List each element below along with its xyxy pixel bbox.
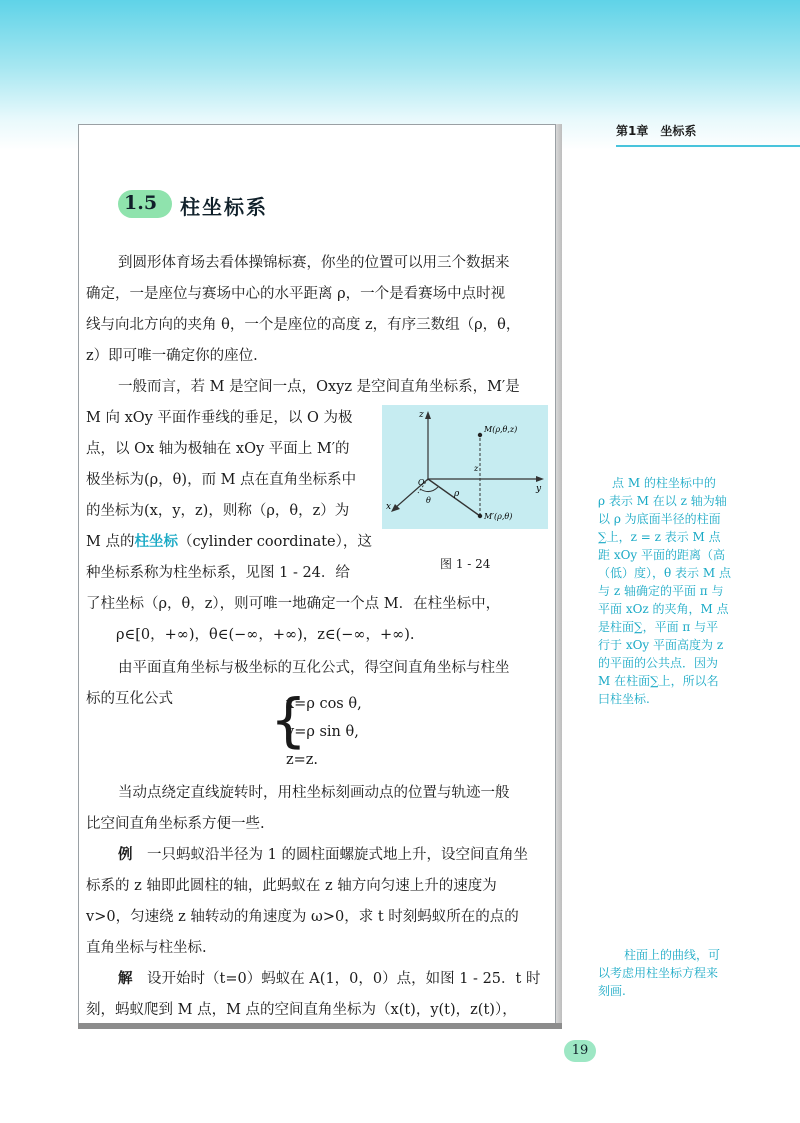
solution-line1 bbox=[118, 969, 540, 989]
formula-brace: { bbox=[270, 686, 307, 754]
solution-label: 解 bbox=[118, 970, 133, 987]
section-number: 1.5 bbox=[124, 192, 158, 214]
para2-line3: 点，以 Ox 轴为极轴在 xOy 平面上 M′的 bbox=[86, 441, 350, 457]
cylinder-coordinate-diagram bbox=[382, 405, 548, 529]
side-note1-line: 行于 xOy 平面高度为 z bbox=[598, 638, 724, 652]
side-note2-line: 以考虑用柱坐标方程来 bbox=[598, 966, 719, 980]
side-note2-line: 柱面上的曲线，可 bbox=[624, 948, 721, 962]
label-M-prime: M′(ρ,θ) bbox=[484, 512, 513, 521]
side-note1-line: ρ 表示 M 在以 z 轴为轴 bbox=[598, 494, 727, 508]
side-note1-line: M 在柱面∑上，所以名 bbox=[598, 674, 719, 688]
example-line2: 标系的 z 轴即此圆柱的轴，此蚂蚁在 z 轴方向匀速上升的速度为 bbox=[86, 878, 497, 894]
side-note1-line: 平面 xOz 的夹角，M 点 bbox=[598, 602, 729, 616]
para2-line8: 了柱坐标（ρ，θ，z），则可唯一地确定一个点 M．在柱坐标中， bbox=[86, 596, 501, 612]
label-theta: θ bbox=[426, 496, 431, 505]
example-line1-text: 一只蚂蚁沿半径为 1 的圆柱面螺旋式地上升，设空间直角坐 bbox=[147, 847, 528, 863]
para2-line9-ranges: ρ∈[0，+∞)，θ∈(−∞，+∞)，z∈(−∞，+∞). bbox=[116, 627, 415, 643]
z-axis-arrow bbox=[425, 411, 431, 419]
label-y-axis: y bbox=[536, 484, 542, 494]
term-cylinder-coordinate: 柱坐标 bbox=[134, 533, 178, 550]
side-note1-line: 与 z 轴确定的平面 π 与 bbox=[598, 584, 724, 598]
label-rho: ρ bbox=[454, 489, 460, 499]
figure-caption: 图 1 - 24 bbox=[440, 557, 491, 571]
figure-1-24 bbox=[382, 405, 548, 529]
formula-z: z=z. bbox=[286, 752, 319, 768]
para2-line2: M 向 xOy 平面作垂线的垂足，以 O 为极 bbox=[86, 410, 353, 426]
label-z-height: z bbox=[474, 464, 479, 473]
para2-line5: 的坐标为(x，y，z)，则称（ρ，θ，z）为 bbox=[86, 503, 350, 519]
side-note1-line: ∑上，z = z 表示 M 点 bbox=[598, 530, 721, 544]
solution-line1-text: 设开始时（t=0）蚂蚁在 A(1，0，0）点，如图 1 - 25．t 时 bbox=[147, 971, 541, 987]
side-note1-line: 点 M 的柱坐标中的 bbox=[612, 476, 716, 490]
para2-line6-b: （cylinder coordinate），这 bbox=[177, 534, 372, 550]
formula-y: y=ρ sin θ, bbox=[286, 724, 359, 740]
para1-line2: 确定，一是座位与赛场中心的水平距离 ρ，一个是看赛场中点时视 bbox=[86, 286, 506, 302]
side-note1-line: 距 xOy 平面的距离（高 bbox=[598, 548, 726, 562]
chapter-header: 第1章 坐标系 bbox=[616, 124, 697, 138]
frame-shadow-right bbox=[556, 124, 562, 1029]
section-title: 柱坐标系 bbox=[180, 195, 268, 219]
formula-x: x=ρ cos θ, bbox=[286, 696, 362, 712]
point-M bbox=[478, 433, 482, 437]
example-line1 bbox=[118, 845, 528, 865]
side-note1-line: （低）度），θ 表示 M 点 bbox=[598, 566, 731, 580]
side-note2-line: 刻画. bbox=[598, 984, 626, 998]
label-M: M(ρ,θ,z) bbox=[484, 425, 518, 434]
y-axis-arrow bbox=[536, 476, 544, 482]
para2-line6-a: M 点的 bbox=[86, 534, 135, 550]
para3-line1: 由平面直角坐标与极坐标的互化公式，得空间直角坐标与柱坐 bbox=[118, 660, 510, 676]
point-M-prime bbox=[478, 514, 482, 518]
para2-line6 bbox=[86, 532, 372, 552]
para3-line2: 标的互化公式 bbox=[86, 691, 173, 707]
example-label: 例 bbox=[118, 846, 133, 863]
para1-line1: 到圆形体育场去看体操锦标赛，你坐的位置可以用三个数据来 bbox=[118, 255, 510, 271]
side-note1-line: 曰柱坐标. bbox=[598, 692, 650, 706]
para1-line3: 线与向北方向的夹角 θ，一个是座位的高度 z，有序三数组（ρ，θ， bbox=[86, 317, 521, 333]
example-line3: v>0，匀速绕 z 轴转动的角速度为 ω>0，求 t 时刻蚂蚁所在的点的 bbox=[86, 909, 519, 925]
example-line4: 直角坐标与柱坐标. bbox=[86, 940, 207, 956]
para4-line1: 当动点绕定直线旋转时，用柱坐标刻画动点的位置与轨迹一般 bbox=[118, 785, 510, 801]
label-z-axis: z bbox=[419, 410, 424, 420]
para4-line2: 比空间直角坐标系方便一些. bbox=[86, 816, 265, 832]
side-note1-line: 以 ρ 为底面半径的柱面 bbox=[598, 512, 721, 526]
chapter-underline bbox=[616, 145, 800, 147]
para2-line1: 一般而言，若 M 是空间一点，Oxyz 是空间直角坐标系，M′是 bbox=[118, 379, 520, 395]
side-note1-line: 的平面的公共点．因为 bbox=[598, 656, 719, 670]
side-note1-line: 是柱面∑，平面 π 与平 bbox=[598, 620, 719, 634]
label-x-axis: x bbox=[386, 502, 392, 512]
para1-line4: z）即可唯一确定你的座位. bbox=[86, 348, 258, 364]
para2-line7: 种坐标系称为柱坐标系，见图 1 - 24．给 bbox=[86, 565, 350, 581]
solution-line2: 刻，蚂蚁爬到 M 点，M 点的空间直角坐标为（x(t)，y(t)，z(t)）， bbox=[86, 1002, 517, 1018]
label-origin: O bbox=[418, 478, 425, 487]
frame-shadow-bottom bbox=[78, 1023, 562, 1029]
para2-line4: 极坐标为(ρ，θ)，而 M 点在直角坐标系中 bbox=[86, 472, 357, 488]
page-number: 19 bbox=[564, 1040, 596, 1062]
theta-arc bbox=[420, 487, 438, 492]
